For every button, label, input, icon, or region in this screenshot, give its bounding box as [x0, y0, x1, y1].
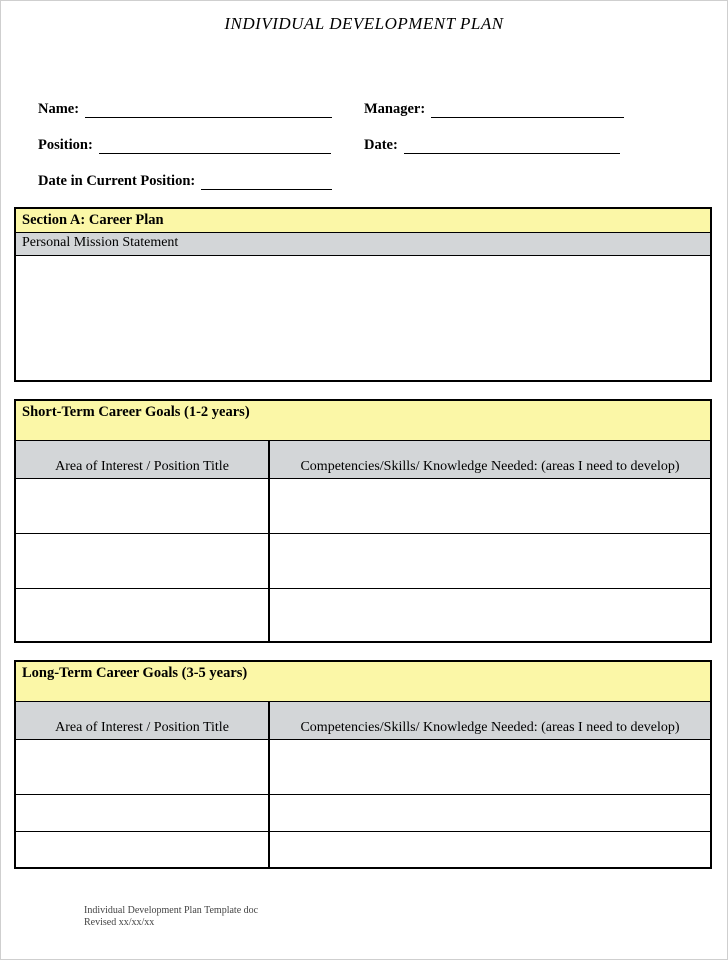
- long-term-area-cell[interactable]: [16, 739, 269, 794]
- personal-mission-statement-area[interactable]: [16, 256, 710, 380]
- short-term-goals-box: [14, 399, 712, 643]
- section-a-box: [14, 207, 712, 382]
- short-term-header-row: [16, 441, 710, 478]
- date-current-position-field: [38, 173, 332, 190]
- long-term-competencies-cell[interactable]: [269, 794, 710, 831]
- table-row: [16, 794, 710, 831]
- short-term-goals-table: [16, 441, 710, 642]
- section-a-header: Section A: Career Plan: [16, 209, 710, 233]
- short-term-area-cell[interactable]: [16, 588, 269, 642]
- long-term-goals-header: Long-Term Career Goals (3-5 years): [16, 662, 710, 702]
- table-row: [16, 478, 710, 533]
- name-field: [38, 101, 332, 118]
- short-term-goals-header: Short-Term Career Goals (1-2 years): [16, 401, 710, 441]
- short-term-competencies-cell[interactable]: [269, 588, 710, 642]
- manager-field: [364, 101, 624, 118]
- long-term-area-cell[interactable]: [16, 794, 269, 831]
- short-term-area-cell[interactable]: [16, 478, 269, 533]
- position-label: Position:: [38, 137, 93, 153]
- long-term-goals-box: [14, 660, 712, 869]
- short-term-area-cell[interactable]: [16, 533, 269, 588]
- long-term-col-competencies: Competencies/Skills/ Knowledge Needed: (areas I need to develop): [269, 702, 710, 739]
- date-input-line[interactable]: [404, 139, 620, 154]
- date-current-position-label: Date in Current Position:: [38, 173, 196, 189]
- table-row: [16, 533, 710, 588]
- manager-label: Manager:: [364, 101, 426, 117]
- long-term-competencies-cell[interactable]: [269, 739, 710, 794]
- short-term-col-competencies: Competencies/Skills/ Knowledge Needed: (areas I need to develop): [269, 441, 710, 478]
- short-term-competencies-cell[interactable]: [269, 478, 710, 533]
- manager-input-line[interactable]: [431, 103, 624, 118]
- date-current-position-input-line[interactable]: [201, 175, 332, 190]
- name-label: Name:: [38, 101, 80, 117]
- date-label: Date:: [364, 137, 398, 153]
- long-term-header-row: [16, 702, 710, 739]
- name-input-line[interactable]: [85, 103, 332, 118]
- position-field: [38, 137, 331, 154]
- document-footer: [84, 905, 258, 929]
- table-row: [16, 831, 710, 867]
- table-row: [16, 739, 710, 794]
- table-row: [16, 588, 710, 642]
- footer-revised: Revised xx/xx/xx: [84, 917, 155, 928]
- short-term-competencies-cell[interactable]: [269, 533, 710, 588]
- footer-filename: Individual Development Plan Template doc: [84, 905, 259, 916]
- long-term-col-area-of-interest: Area of Interest / Position Title: [16, 702, 269, 739]
- long-term-area-cell[interactable]: [16, 831, 269, 867]
- long-term-goals-table: [16, 702, 710, 867]
- long-term-competencies-cell[interactable]: [269, 831, 710, 867]
- personal-mission-statement-label: Personal Mission Statement: [16, 233, 710, 256]
- date-field: [364, 137, 620, 154]
- short-term-col-area-of-interest: Area of Interest / Position Title: [16, 441, 269, 478]
- position-input-line[interactable]: [99, 139, 331, 154]
- page-title: INDIVIDUAL DEVELOPMENT PLAN: [224, 14, 504, 33]
